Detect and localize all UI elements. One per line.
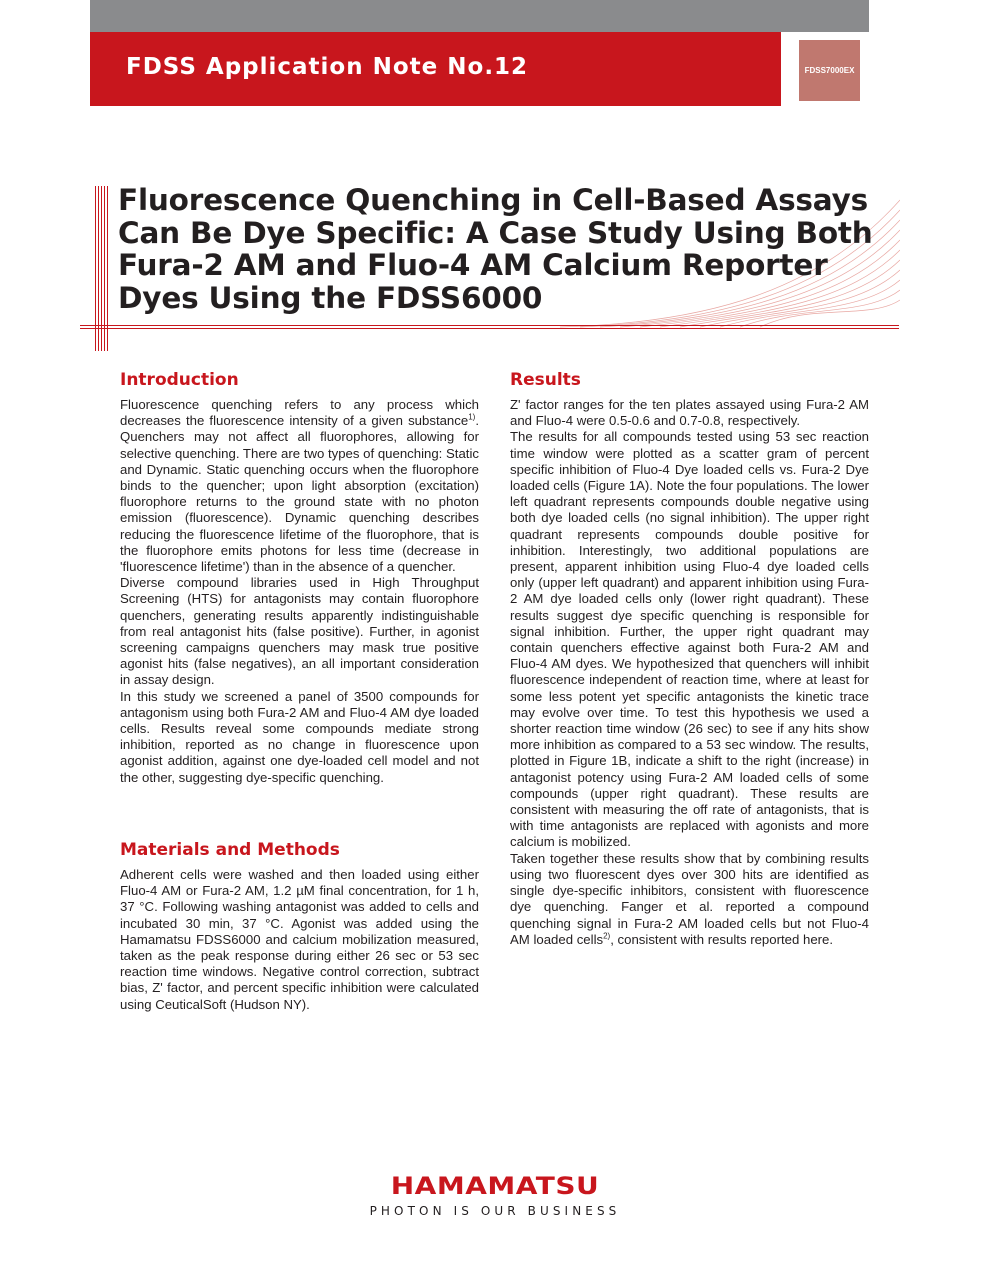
title-rule-top: [80, 325, 899, 326]
header-gray-bar: [90, 0, 869, 32]
product-tag: FDSS7000EX: [799, 40, 860, 101]
results-heading: Results: [510, 370, 581, 390]
methods-paragraph-1: Adherent cells were washed and then loaded using either Fluo-4 AM or Fura-2 AM, 1.2 µM final concentration, for 1 h, 37 °C. Following washing antagonist was added to cells and incubated 30 min, 37 °C. Agonist was added using the Hamamatsu FDSS6000 and calcium mobilization measured, taken as the peak response during either 26 sec or 53 sec reaction time windows. Negative control correction, subtract bias, Z' factor, and percent specific inhibition were calculated using CeuticalSoft (Hudson NY).: [120, 867, 479, 1012]
introduction-body: [120, 397, 479, 786]
header-red-banner: [90, 32, 781, 106]
reference-marker: 1): [468, 412, 476, 422]
introduction-paragraph-1: [120, 397, 479, 575]
methods-body: [120, 867, 479, 1013]
text-run: . Quenchers may not affect all fluorophores, allowing for selective quenching. There are two types of quenching: Static and Dynamic. Static quenching occurs when the fluorophore binds to the quencher; upon light absorption (excitation) fluorophore returns to the ground state with no photon emission (fluorescence). Dynamic quenching describes reducing the fluorescence lifetime of the fluorophore, that is the fluorophore emits photons for less time (decrease in 'fluorescence lifetime') than in the absence of a quencher.: [120, 413, 479, 575]
document-title: Fluorescence Quenching in Cell-Based Assays Can Be Dye Specific: A Case Study Using Both Fura-2 AM and Fluo-4 AM Calcium Reporter Dyes Using the FDSS6000: [118, 183, 873, 315]
title-stripes-decoration: [95, 186, 109, 351]
results-paragraph-2: The results for all compounds tested using 53 sec reaction time window were plotted as a scatter gram of percent specific inhibition of Fluo-4 Dye loaded cells vs. Fura-2 Dye loaded cells (Figure 1A). Note the four populations. The lower left quadrant represents compounds double negative using both dye loaded cells (no signal inhibition). The upper right quadrant represents compounds double positive for inhibition. Interestingly, two additional populations are present, apparent inhibition using Fluo-4 dye loaded cells only (upper left quadrant) and apparent inhibition using Fura-2 AM dye loaded cells only (lower right quadrant). These results suggest dye specific quenching is responsible for signal inhibition. Further, the upper right quadrant may contain quenchers effective against both Fura-2 AM and Fluo-4 AM dyes. We hypothesized that quenchers will inhibit fluorescence independent of reaction time, where at least for some less potent yet specific antagonists the kinetic trace may evolve over time. To test this hypothesis we used a shorter reaction time window (26 sec) to see if any hits show more inhibition as compared to a 53 sec window. The results, plotted in Figure 1B, indicate a shift to the right (increase) in antagonist potency using Fura-2 AM loaded cells of some compounds (upper right quadrant). These results are consistent with measuring the off rate of antagonists, that is with time antagonists are replaced with agonists and more calcium is mobilized.: [510, 429, 869, 850]
text-run: Fluorescence quenching refers to any process which decreases the fluorescence intensity of a given substance: [120, 397, 479, 429]
text-run: , consistent with results reported here.: [610, 931, 834, 947]
hamamatsu-logo: HAMAMATSU: [390, 1172, 600, 1201]
introduction-heading: Introduction: [120, 370, 239, 390]
logo-tagline: PHOTON IS OUR BUSINESS: [369, 1204, 621, 1218]
title-rule-bottom: [80, 328, 899, 329]
results-body: [510, 397, 869, 948]
methods-heading: Materials and Methods: [120, 840, 340, 860]
results-paragraph-3: [510, 851, 869, 948]
reference-marker: 2): [603, 931, 611, 941]
text-run: Taken together these results show that by combining results using two fluorescent dyes over 300 hits are identified as single dye-specific inhibitors, consistent with fluorescence dye quenching. Fanger et al. reported a compound quenching signal in Fura-2 AM loaded cells but not Fluo-4 AM loaded cells: [510, 850, 869, 947]
introduction-paragraph-3: In this study we screened a panel of 3500 compounds for antagonism using both Fura-2 AM and Fluo-4 AM dye loaded cells. Results reveal some compounds mediate strong inhibition, reported as no change in fluorescence upon agonist addition, against one dye-loaded cell model and not the other, suggesting dye-specific quenching.: [120, 688, 479, 785]
introduction-paragraph-2: Diverse compound libraries used in High Throughput Screening (HTS) for antagonists may contain fluorophore quenchers, generating results apparently indistinguishable from real antagonist hits (false positive). Further, in agonist screening campaigns quenchers may mask true positive agonist hits (false negatives), an all important consideration in assay design.: [120, 575, 479, 688]
results-paragraph-1: Z' factor ranges for the ten plates assayed using Fura-2 AM and Fluo-4 were 0.5-0.6 and 0.7-0.8, respectively.: [510, 397, 869, 429]
application-note-title: FDSS Application Note No.12: [126, 54, 529, 80]
